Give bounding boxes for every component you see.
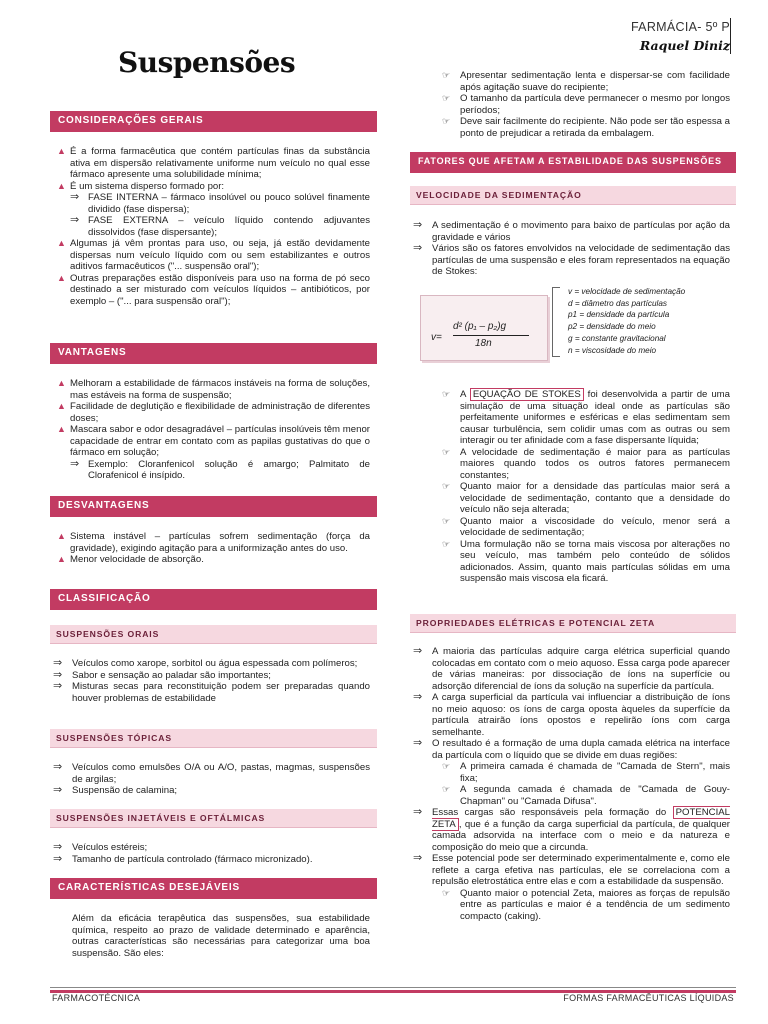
section-caracteristicas-desejaveis: CARACTERÍSTICAS DESEJÁVEIS <box>50 878 377 899</box>
subsection-suspensoes-orais: SUSPENSÕES ORAIS <box>50 625 377 644</box>
section-fatores-estabilidade: FATORES QUE AFETAM A ESTABILIDADE DAS SUSPENSÕES <box>410 152 736 173</box>
subsection-suspensoes-topicas: SUSPENSÕES TÓPICAS <box>50 729 377 748</box>
footer-rule-thin <box>50 987 736 988</box>
list-item: ⇒ Essas cargas são responsáveis pela formação do POTENCIAL ZETA , que é a função da carga superficial da partícula, de qualquer camada adsorvida na interface com o meio e da natureza e composição do meio que a circunda. <box>413 806 730 853</box>
list-item: ▲ Melhoram a estabilidade de fármacos instáveis na forma de soluções, mas estáveis na forma de suspensão; <box>57 378 370 401</box>
formula-v: v= <box>431 332 442 343</box>
list-item: ⇒ Veículos estéreis; <box>53 841 148 853</box>
subsection-velocidade-sedimentacao: VELOCIDADE DA SEDIMENTAÇÃO <box>410 186 736 205</box>
bullet-icon: ▲ <box>57 180 66 191</box>
list-subitem: ⇒ FASE INTERNA – fármaco insolúvel ou pouco solúvel finamente dividido (fase dispersa); <box>70 191 370 215</box>
list-item: ▲ Mascara sabor e odor desagradável – partículas insolúveis têm menor capacidade de entrar em contato com as papilas gustativas do que o fármaco em solução; <box>57 424 370 458</box>
list-item: ⇒ Veículos como xarope, sorbitol ou água espessada com polímeros; <box>53 657 358 669</box>
list-item: ⇒ Veículos como emulsões O/A ou A/O, pastas, magmas, suspensões de argilas; <box>53 761 370 785</box>
arrow-icon: ⇒ <box>53 668 63 681</box>
arrow-icon: ⇒ <box>53 761 63 773</box>
orais-block <box>50 658 370 704</box>
arrow-icon: ⇒ <box>70 214 80 226</box>
pointing-hand-icon: ☞ <box>442 446 451 457</box>
formula-fraction-line <box>453 335 529 336</box>
list-item: ⇒ O resultado é a formação de uma dupla camada elétrica na interface da partícula com o líquido que se divide em duas regiões: <box>413 737 730 761</box>
desvantagens-block <box>50 531 370 566</box>
arrow-icon: ⇒ <box>53 657 63 669</box>
formula-numerator: d² (p₁ – p₂)g <box>453 321 507 332</box>
legend-item: n = viscosidade do meio <box>568 345 657 355</box>
arrow-icon: ⇒ <box>53 680 63 692</box>
list-item: ▲ Facilidade de deglutição e flexibilidade de administração de diferentes doses; <box>57 401 370 424</box>
formula-denominator: 18n <box>475 338 492 349</box>
legend-item: p2 = densidade do meio <box>568 322 656 332</box>
arrow-icon: ⇒ <box>53 841 63 853</box>
pointing-hand-icon: ☞ <box>442 887 451 898</box>
list-item: ☞ A EQUAÇÃO DE STOKES foi desenvolvida a partir de uma simulação de uma situação ideal onde as partículas são perfeitamente uniformes e esféricas e elas sedimentam sem causar turbulência, sem colidir umas com as outras ou sem interagir ou ter afinidade com a fase dispersante líquida; <box>442 389 730 446</box>
legend-item: p1 = densidade da partícula <box>568 310 670 320</box>
arrow-icon: ⇒ <box>70 457 80 470</box>
stokes-formula-box <box>420 295 548 361</box>
stokes-highlight: EQUAÇÃO DE STOKES <box>470 388 584 401</box>
arrow-icon: ⇒ <box>413 219 423 231</box>
list-subitem: ☞ A segunda camada é chamada de "Camada de Gouy-Chapman" ou "Camada Difusa". <box>442 784 730 807</box>
consideracoes-block <box>50 146 370 307</box>
legend-bracket <box>552 287 560 357</box>
legend-item: d = diâmetro das partículas <box>568 298 667 308</box>
potencial-zeta-highlight: POTENCIAL ZETA <box>432 807 730 830</box>
list-item: ⇒ Esse potencial pode ser determinado experimentalmente e, como ele reflete a carga efetiva nas partículas, ele se correlaciona com a repulsão eletrostática entre elas e com a estabilidade da suspensão. <box>413 852 730 887</box>
list-item: ▲ É um sistema disperso formado por: <box>57 180 225 192</box>
arrow-icon: ⇒ <box>53 852 63 865</box>
course-label: FARMÁCIA- 5º P <box>630 20 730 34</box>
list-item: ⇒ Suspensão de calamina; <box>53 784 178 796</box>
legend-item: g = constante gravitacional <box>568 333 666 343</box>
pointing-hand-icon: ☞ <box>442 70 451 80</box>
arrow-icon: ⇒ <box>413 737 423 749</box>
subsection-suspensoes-injetaveis: SUSPENSÕES INJETÁVEIS E OFTÁLMICAS <box>50 809 377 828</box>
list-subitem: ⇒ Exemplo: Cloranfenicol solução é amargo; Palmitato de Clorafenicol é insípido. <box>70 457 370 481</box>
arrow-icon: ⇒ <box>70 191 80 203</box>
formula-legend <box>568 286 685 356</box>
header <box>631 20 730 53</box>
arrow-icon: ⇒ <box>413 645 423 657</box>
section-desvantagens: DESVANTAGENS <box>50 496 377 517</box>
bullet-icon: ▲ <box>57 146 66 156</box>
bullet-icon: ▲ <box>57 554 66 564</box>
footer-topic: FORMAS FARMACÊUTICAS LÍQUIDAS <box>563 993 734 1003</box>
list-item: ⇒ A sedimentação é o movimento para baixo de partículas por ação da gravidade e vários <box>413 219 730 243</box>
pointing-hand-icon: ☞ <box>442 784 451 794</box>
pointing-hand-icon: ☞ <box>442 515 451 526</box>
list-item: ⇒ Sabor e sensação ao paladar são importantes; <box>53 668 271 681</box>
list-item: ☞ Uma formulação não se torna mais viscosa por alterações no seu veículo, mas também pelo conteúdo de sólidos adicionados. Assim, quanto mais partículas sólidas em uma suspensão mais viscosa ela ficará. <box>442 538 730 584</box>
desejaveis-list <box>410 70 730 139</box>
list-item: ☞ Quanto maior for a densidade das partículas maior será a velocidade de sedimentação, contanto que a densidade do veículo não seja alterada; <box>442 481 730 515</box>
list-item: ⇒ A carga superficial da partícula vai influenciar a distribuição de íons no meio aquoso: os íons de carga oposta àqueles da superfície da partícula atrairão íons opostos e repelirão íons com carga semelhante. <box>413 691 730 738</box>
injetaveis-block <box>50 842 370 865</box>
list-item: ☞ O tamanho da partícula deve permanecer o mesmo por longos períodos; <box>442 93 730 116</box>
pointing-hand-icon: ☞ <box>442 761 451 771</box>
propriedades-block <box>410 646 730 922</box>
list-item: ▲ Sistema instável – partículas sofrem sedimentação (força da gravidade), exigindo agitação para a uniformização antes do uso. <box>57 531 370 554</box>
bullet-icon: ▲ <box>57 531 66 541</box>
list-item: ▲ Menor velocidade de absorção. <box>57 554 204 565</box>
page-title: Suspensões <box>118 46 296 79</box>
list-item: ☞ A velocidade de sedimentação é maior para as partículas maiores quando todos os outros fatores permanecem constantes; <box>442 446 730 481</box>
vantagens-block <box>50 378 370 482</box>
list-subitem: ⇒ FASE EXTERNA – veículo líquido contendo adjuvantes dissolvidos (fase dispersante); <box>70 214 370 238</box>
list-item: ☞ Apresentar sedimentação lenta e dispersar-se com facilidade após agitação suave do recipiente; <box>442 70 730 93</box>
desejaveis-text: Além da eficácia terapêutica das suspensões, sua estabilidade química, respeito ao prazo de validade determinado e aparência, outras características são necessárias para categorizar uma boa suspensão. São eles: <box>72 913 370 959</box>
arrow-icon: ⇒ <box>413 691 423 703</box>
list-subitem: ☞ Quanto maior o potencial Zeta, maiores as forças de repulsão entre as partículas e maior é a tendência de um sedimento compacto (caking). <box>442 887 730 922</box>
topicas-block <box>50 762 370 797</box>
pointing-hand-icon: ☞ <box>442 116 451 126</box>
bullet-icon: ▲ <box>57 238 66 248</box>
footer-subject: FARMACOTÉCNICA <box>52 993 141 1003</box>
bullet-icon: ▲ <box>57 401 66 411</box>
list-item: ☞ Quanto maior a viscosidade do veículo, menor será a velocidade de sedimentação; <box>442 515 730 538</box>
pointing-hand-icon: ☞ <box>442 93 451 103</box>
pointing-hand-icon: ☞ <box>442 389 451 399</box>
section-classificacao: CLASSIFICAÇÃO <box>50 589 377 610</box>
section-consideracoes-gerais: CONSIDERAÇÕES GERAIS <box>50 111 377 132</box>
list-item: ⇒ Tamanho de partícula controlado (fármaco micronizado). <box>53 852 313 865</box>
arrow-icon: ⇒ <box>413 806 423 818</box>
arrow-icon: ⇒ <box>53 784 63 796</box>
list-subitem: ☞ A primeira camada é chamada de "Camada de Stern", mais fixa; <box>442 761 730 784</box>
list-item: ⇒ A maioria das partículas adquire carga elétrica superficial quando colocadas em contato com o meio aquoso. Essa carga pode aparecer de várias maneiras: por dissociação de íons na superfície ou adsorção diferencial de íons da solução na superfície da partícula. <box>413 645 730 692</box>
pointing-hand-icon: ☞ <box>442 481 451 491</box>
arrow-icon: ⇒ <box>413 852 423 864</box>
author-name: Raquel Diniz <box>639 38 730 53</box>
list-item: ☞ Deve sair facilmente do recipiente. Não pode ser tão espessa a ponto de prejudicar a retirada da embalagem. <box>442 116 730 139</box>
arrow-icon: ⇒ <box>413 242 423 254</box>
section-vantagens: VANTAGENS <box>50 343 377 364</box>
velocidade-block <box>410 220 730 278</box>
stokes-block <box>410 389 730 585</box>
list-item: ▲ É a forma farmacêutica que contém partículas finas da substância ativa em dispersão relativamente uniforme num veículo no qual esse fármaco apresente uma solubilidade mínima; <box>57 146 370 180</box>
pointing-hand-icon: ☞ <box>442 538 451 549</box>
bullet-icon: ▲ <box>57 272 66 283</box>
bullet-icon: ▲ <box>57 424 66 434</box>
bullet-icon: ▲ <box>57 378 66 388</box>
subsection-propriedades-eletricas: PROPRIEDADES ELÉTRICAS E POTENCIAL ZETA <box>410 614 736 633</box>
list-item: ⇒ Misturas secas para reconstituição podem ser preparadas quando houver problemas de estabilidade <box>53 680 370 704</box>
list-item: ⇒ Vários são os fatores envolvidos na velocidade de sedimentação das partículas de uma suspensão e eles foram representados na equação de Stokes: <box>413 242 730 277</box>
legend-item: v = velocidade de sedimentação <box>568 287 686 296</box>
list-item: ▲ Outras preparações estão disponíveis para uso na forma de pó seco destinado a ser misturado com veículos líquidos – antibióticos, por exemplo – ("... para suspensão oral"); <box>57 272 370 307</box>
list-item: ▲ Algumas já vêm prontas para uso, ou seja, já estão devidamente dispersas num veículo líquido com ou sem estabilizantes e outros aditivos farmacêuticos ("... suspensão oral"); <box>57 238 370 272</box>
